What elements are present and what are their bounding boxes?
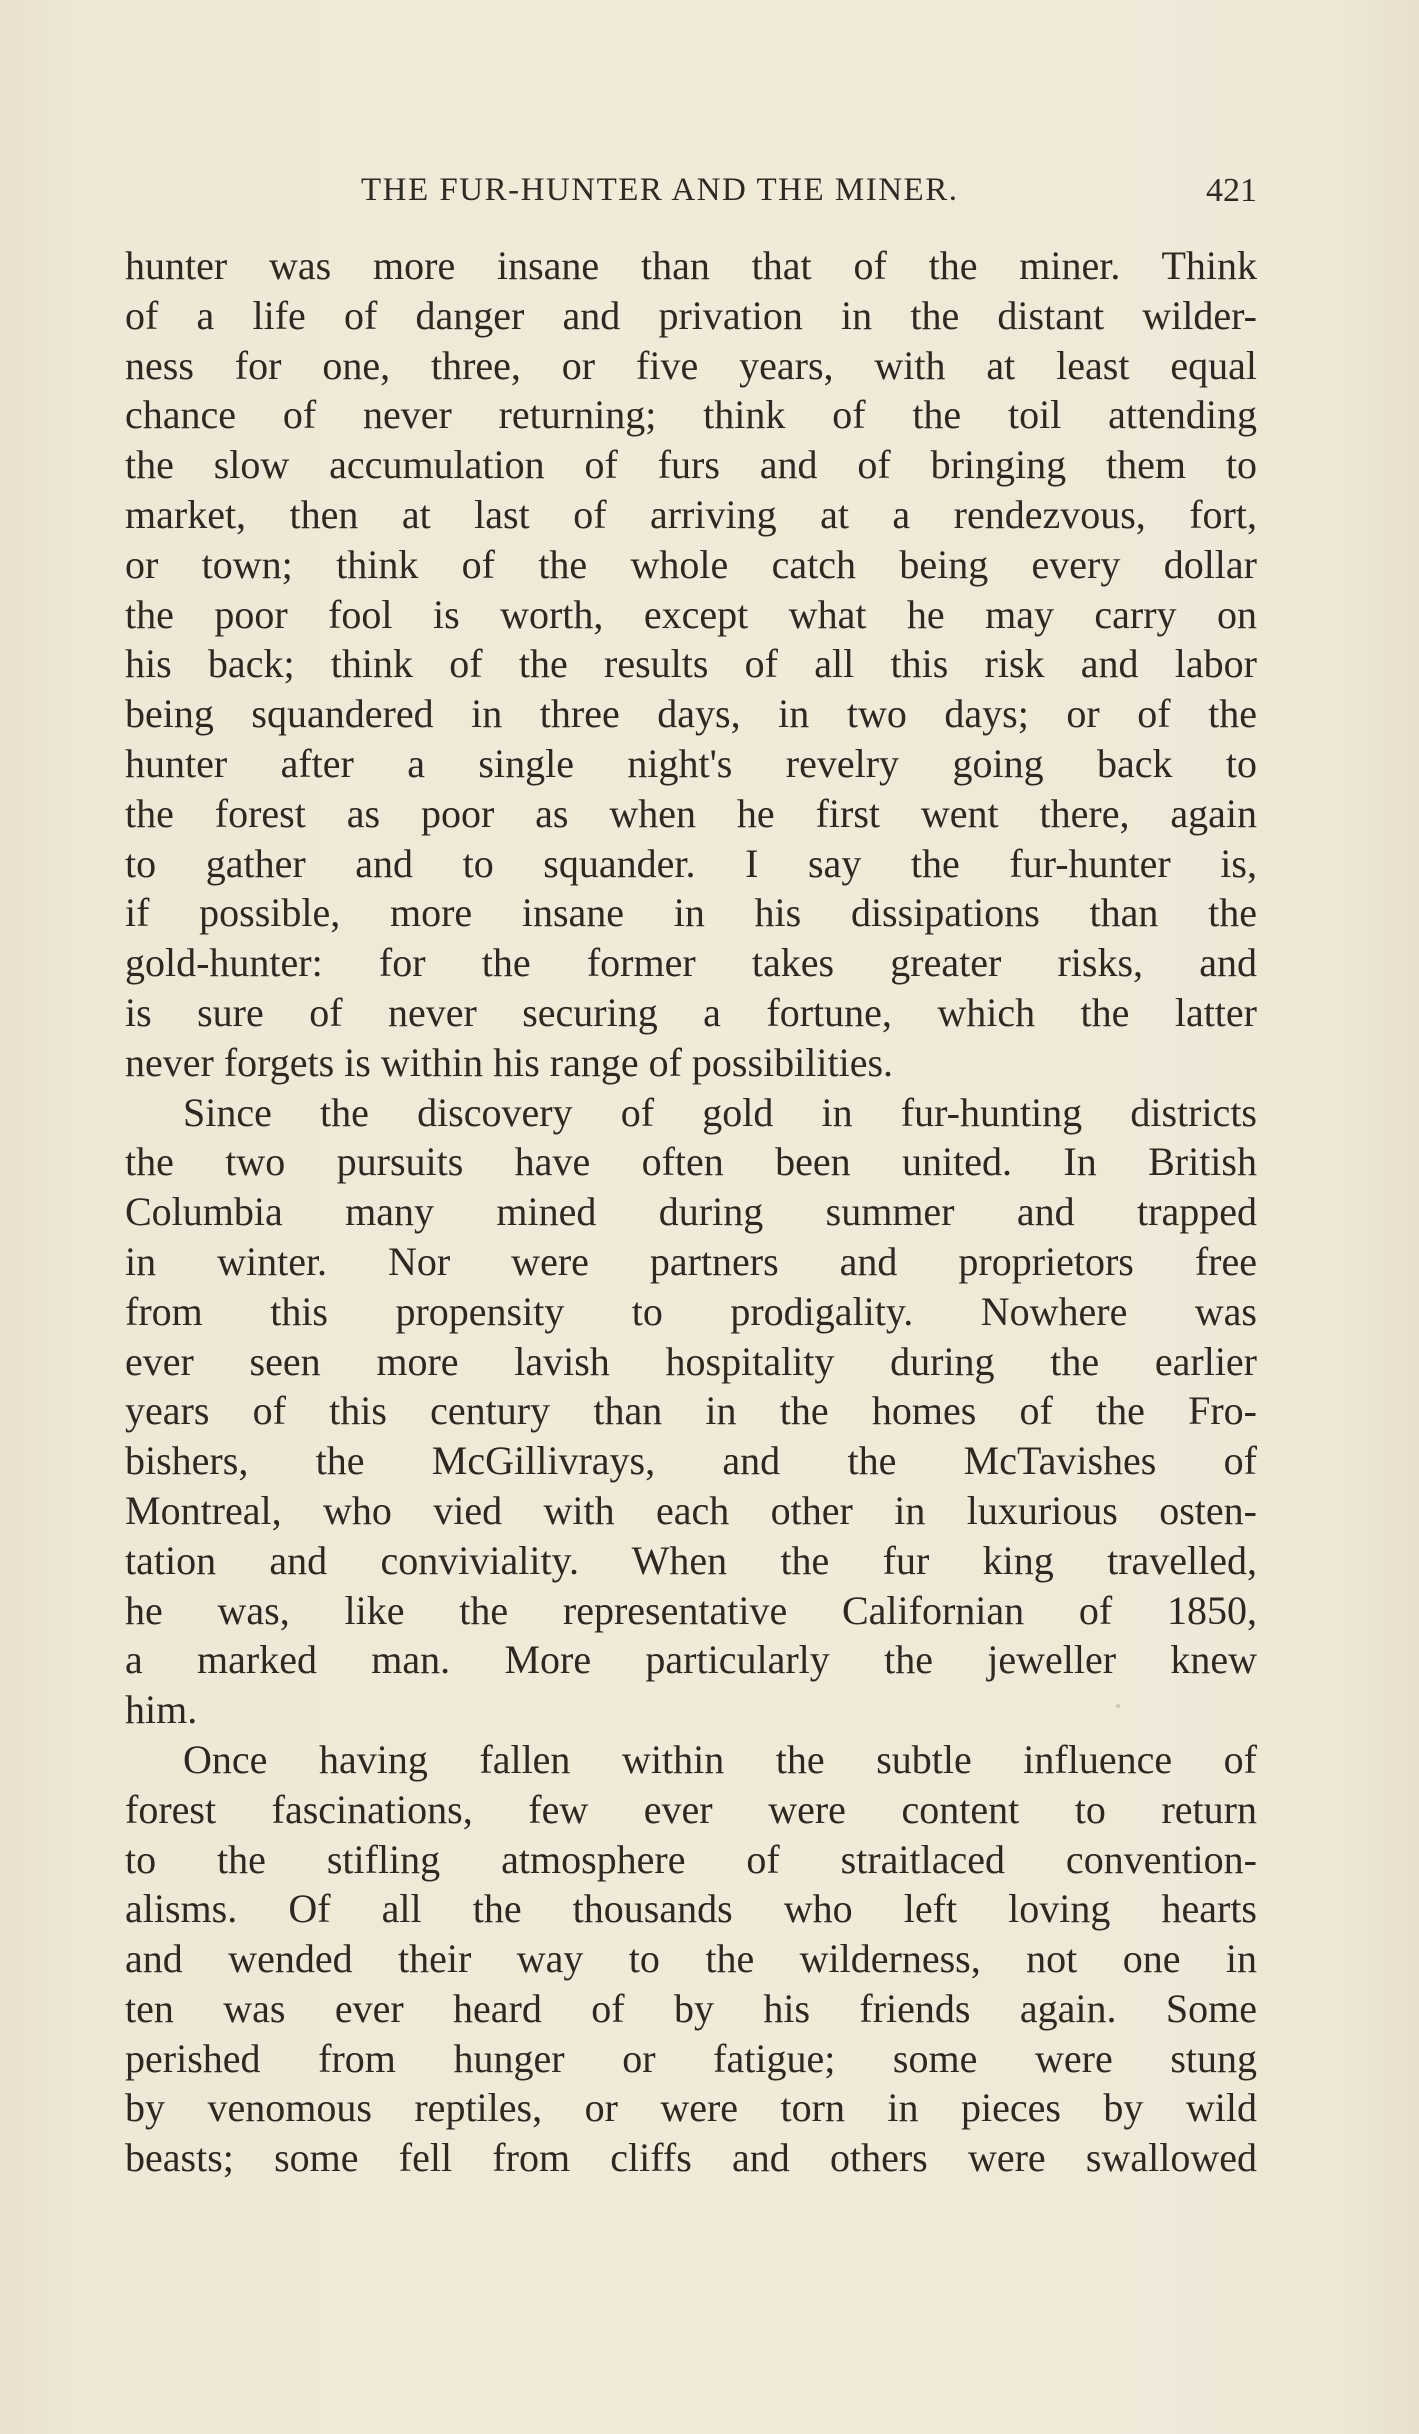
text-line: the two pursuits have often been united. In British (125, 1139, 1257, 1185)
text-line: his back; think of the results of all this risk and labor (125, 641, 1257, 687)
text-line: Columbia many mined during summer and trapped (125, 1189, 1257, 1235)
text-line: in winter. Nor were partners and proprietors free (125, 1238, 1257, 1284)
paragraph-start-line: Once having fallen within the subtle influence of (183, 1736, 1257, 1782)
text-line: forest fascinations, few ever were content to return (125, 1786, 1257, 1832)
text-line: the poor fool is worth, except what he may carry on (125, 591, 1257, 637)
text-line: to gather and to squander. I say the fur-hunter is, (125, 840, 1257, 886)
text-line: is sure of never securing a fortune, which the latter (125, 989, 1257, 1035)
body-text (125, 241, 1257, 2183)
text-line: market, then at last of arriving at a rendezvous, fort, (125, 491, 1257, 537)
paragraph-end-line: never forgets is within his range of possibilities. (125, 1039, 894, 1085)
text-line: hunter after a single night's revelry going back to (125, 740, 1257, 786)
text-line: hunter was more insane than that of the miner. Think (125, 243, 1257, 288)
text-line: of a life of danger and privation in the distant wilder- (125, 292, 1257, 338)
text-line: the slow accumulation of furs and of bringing them to (125, 442, 1257, 488)
text-line: alisms. Of all the thousands who left loving hearts (125, 1886, 1257, 1932)
text-line: ever seen more lavish hospitality during the earlier (125, 1338, 1257, 1384)
text-line: ten was ever heard of by his friends again. Some (125, 1985, 1257, 2031)
text-line: perished from hunger or fatigue; some were stung (125, 2035, 1257, 2081)
text-line: ness for one, three, or five years, with at least equal (125, 342, 1257, 388)
running-header (125, 172, 1257, 220)
paragraph-end-line: him. (125, 1687, 198, 1733)
paragraph-start-line: Since the discovery of gold in fur-hunting districts (183, 1089, 1257, 1135)
text-line: years of this century than in the homes of the Fro- (125, 1388, 1257, 1434)
text-line: beasts; some fell from cliffs and others were swallowed (125, 2135, 1257, 2181)
paper-speck (1116, 1704, 1120, 1708)
text-line: being squandered in three days, in two days; or of the (125, 691, 1257, 737)
running-title: THE FUR-HUNTER AND THE MINER. (361, 172, 959, 208)
text-line: and wended their way to the wilderness, not one in (125, 1936, 1257, 1982)
text-line: the forest as poor as when he first went there, again (125, 790, 1257, 836)
text-line: tation and conviviality. When the fur king travelled, (125, 1537, 1257, 1583)
text-line: gold-hunter: for the former takes greater risks, and (125, 940, 1257, 986)
text-line: a marked man. More particularly the jeweller knew (125, 1637, 1257, 1683)
text-line: Montreal, who vied with each other in luxurious osten- (125, 1487, 1257, 1533)
text-line: by venomous reptiles, or were torn in pieces by wild (125, 2085, 1257, 2131)
page-number: 421 (1206, 172, 1257, 209)
text-line: to the stifling atmosphere of straitlaced convention- (125, 1836, 1257, 1882)
text-line: if possible, more insane in his dissipations than the (125, 890, 1257, 936)
text-line: or town; think of the whole catch being every dollar (125, 541, 1257, 587)
text-line: chance of never returning; think of the toil attending (125, 392, 1257, 438)
text-line: he was, like the representative Californian of 1850, (125, 1587, 1257, 1633)
text-line: bishers, the McGillivrays, and the McTavishes of (125, 1438, 1257, 1484)
text-line: from this propensity to prodigality. Nowhere was (125, 1288, 1257, 1334)
